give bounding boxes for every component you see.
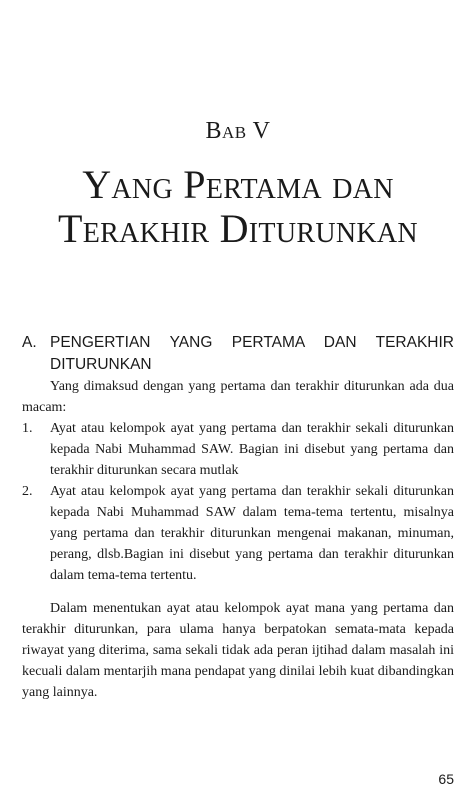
list-item-number: 2. [22,484,33,499]
list-item-text: Ayat atau kelompok ayat yang pertama dan terakhir sekali diturunkan kepada Nabi Muhammad SAW. Bagian ini disebut yang pertama dan terakhir diturunkan secara mutlak [50,421,454,478]
page-number: 65 [438,771,454,787]
definition-list [22,418,454,586]
section-heading [22,332,454,376]
list-item-text: Ayat atau kelompok ayat yang pertama dan terakhir sekali diturunkan kepada Nabi Muhammad SAW dalam tema-tema tertentu, misalnya yang pertama dan terakhir diturunkan mengenai makanan, minuman, perang, dlsb.Bagian ini disebut yang pertama dan terakhir diturunkan dalam tema-tema tertentu. [50,484,454,583]
chapter-label: Bab V [205,118,271,144]
list-item-number: 1. [22,421,33,436]
closing-paragraph: Dalam menentukan ayat atau kelompok ayat mana yang pertama dan terakhir diturunkan, para ulama hanya berpatokan semata-mata kepada riwayat yang diterima, sama sekali tidak ada peran ijtihad dalam masalah ini kecuali dalam mentarjih mana pendapat yang dinilai lebih kuat dibandingkan yang lainnya. [22,601,454,700]
section-heading-line-1: PENGERTIAN YANG PERTAMA DAN TERAKHIR [50,334,454,351]
section-letter: A. [22,334,37,351]
chapter-title-line-2: Terakhir Diturunkan [58,206,418,251]
section-heading-line-2: DITURUNKAN [50,356,152,373]
intro-paragraph: Yang dimaksud dengan yang pertama dan terakhir diturunkan ada dua macam: [22,379,454,415]
chapter-title-line-1: Yang Pertama dan [82,162,394,207]
chapter-title [0,163,476,251]
list-item [22,481,454,586]
body-text [22,376,454,703]
list-item [22,418,454,481]
section-heading-text [50,332,454,376]
